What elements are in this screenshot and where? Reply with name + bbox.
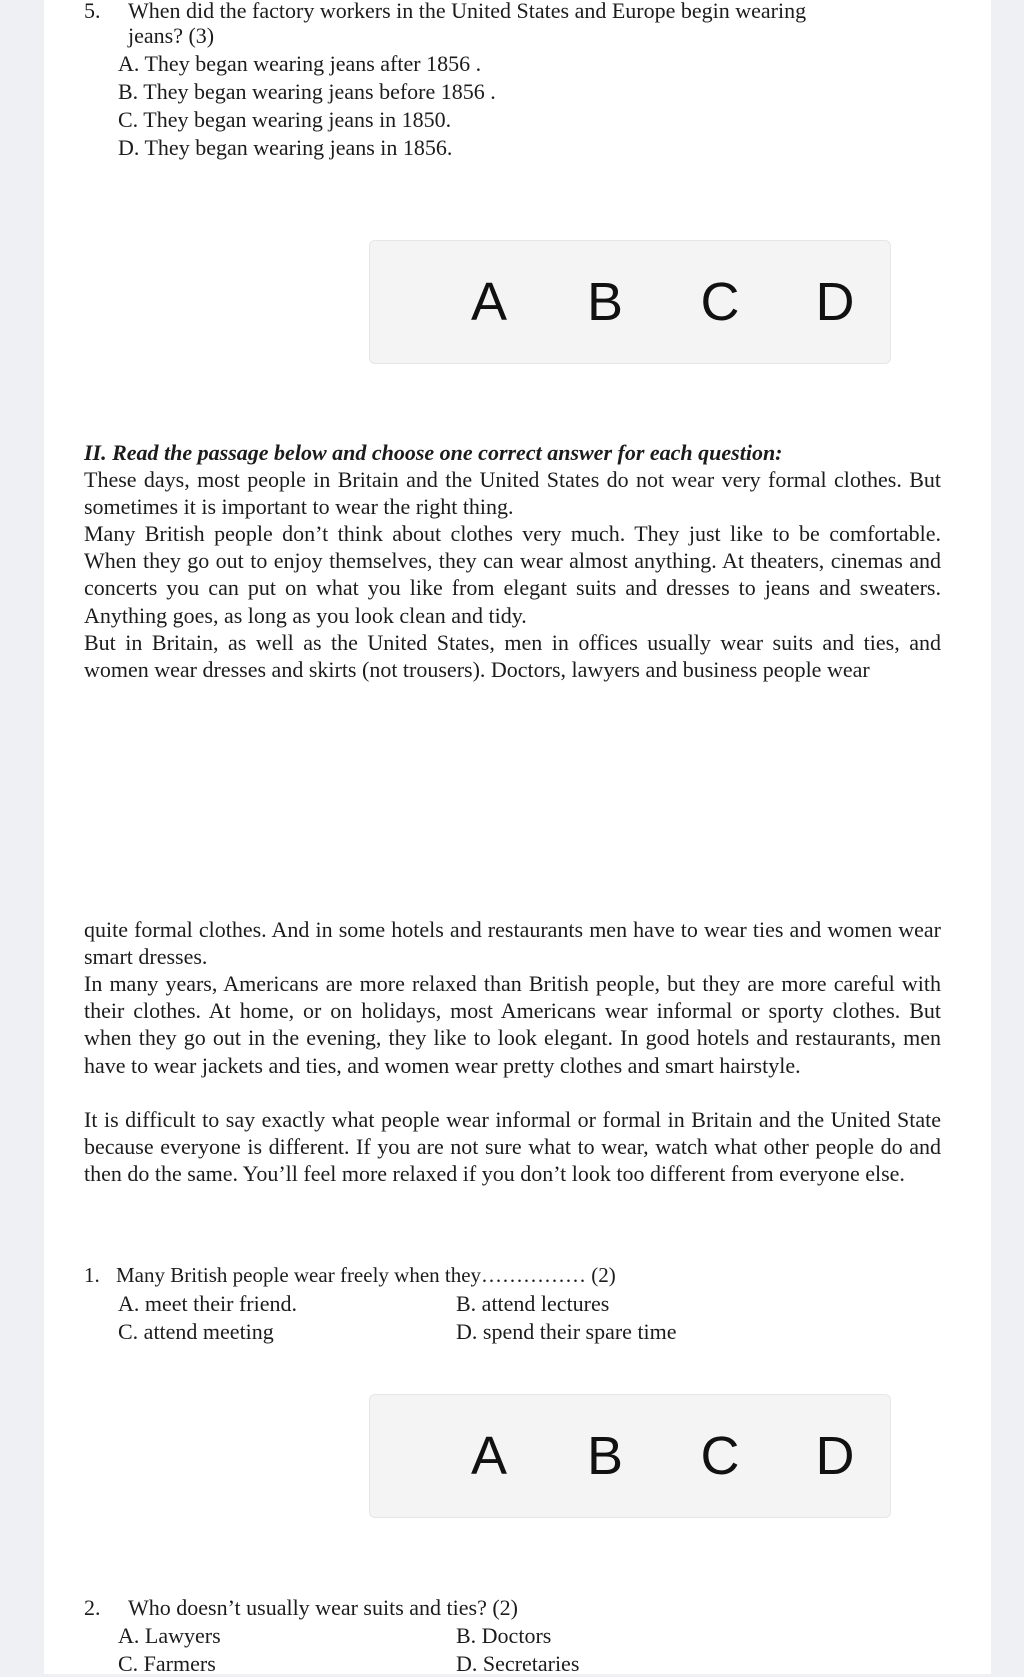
answer-panel-q1 [369,1394,891,1518]
passage-paragraph-1: These days, most people in Britain and the United States do not wear very formal clothes. But sometimes it is important to wear the right thing. [84,467,941,520]
answer-d-button[interactable]: D [815,272,855,332]
passage-paragraph-3b: quite formal clothes. And in some hotels and restaurants men have to wear ties and women wear smart dresses. [84,917,941,970]
passage-paragraph-2: Many British people don’t think about clothes very much. They just like to be comfortable. When they go out to enjoy themselves, they can wear almost anything. At theaters, cinemas and concerts you can put on what you like from elegant suits and dresses to jeans and sweaters. Anything goes, as long as you look clean and tidy. [84,521,941,628]
q5-option-b: B. They began wearing jeans before 1856 . [118,79,496,104]
answer-d-button[interactable]: D [815,1426,855,1486]
answer-c-button[interactable]: C [700,1426,740,1486]
q5-number: 5. [84,0,101,23]
q5-option-d: D. They began wearing jeans in 1856. [118,135,453,160]
passage-paragraph-5: It is difficult to say exactly what people wear informal or formal in Britain and the United State because everyone is different. If you are not sure what to wear, watch what other people do and then do the same. You’ll feel more relaxed if you don’t look too different from everyone else. [84,1107,941,1187]
q2-number: 2. [84,1595,101,1620]
q2-question: Who doesn’t usually wear suits and ties? (2) [128,1595,519,1620]
q5-question-line2: jeans? (3) [128,23,215,48]
answer-panel-q5 [369,240,891,364]
q5-option-a: A. They began wearing jeans after 1856 . [118,51,482,76]
section2-heading: II. Read the passage below and choose one correct answer for each question: [84,440,783,465]
q1-option-b: B. attend lectures [456,1291,610,1316]
answer-b-button[interactable]: B [586,1426,624,1486]
answer-a-button[interactable]: A [470,272,508,332]
document-page [44,0,991,1674]
q1-number: 1. [84,1263,100,1287]
q2-option-b: B. Doctors [456,1623,552,1648]
answer-c-button[interactable]: C [700,272,740,332]
q2-option-a: A. Lawyers [118,1623,221,1648]
q5-question-line1: When did the factory workers in the United States and Europe begin wearing [128,0,807,23]
q1-question: Many British people wear freely when they…………… (2) [116,1263,616,1287]
passage-paragraph-4: In many years, Americans are more relaxed than British people, but they are more careful with their clothes. At home, or on holidays, most Americans wear informal or sporty clothes. But when they go out in the evening, they like to look elegant. In good hotels and restaurants, men have to wear jackets and ties, and women wear pretty clothes and smart hairstyle. [84,971,941,1078]
q5-option-c: C. They began wearing jeans in 1850. [118,107,452,132]
q2-option-d: D. Secretaries [456,1651,580,1676]
q1-option-d: D. spend their spare time [456,1319,677,1344]
q1-option-a: A. meet their friend. [118,1291,297,1316]
q1-option-c: C. attend meeting [118,1319,274,1344]
q2-option-c: C. Farmers [118,1651,216,1676]
passage-paragraph-3a: But in Britain, as well as the United States, men in offices usually wear suits and ties, and women wear dresses and skirts (not trousers). Doctors, lawyers and business people wear [84,630,941,683]
answer-b-button[interactable]: B [586,272,624,332]
answer-a-button[interactable]: A [470,1426,508,1486]
